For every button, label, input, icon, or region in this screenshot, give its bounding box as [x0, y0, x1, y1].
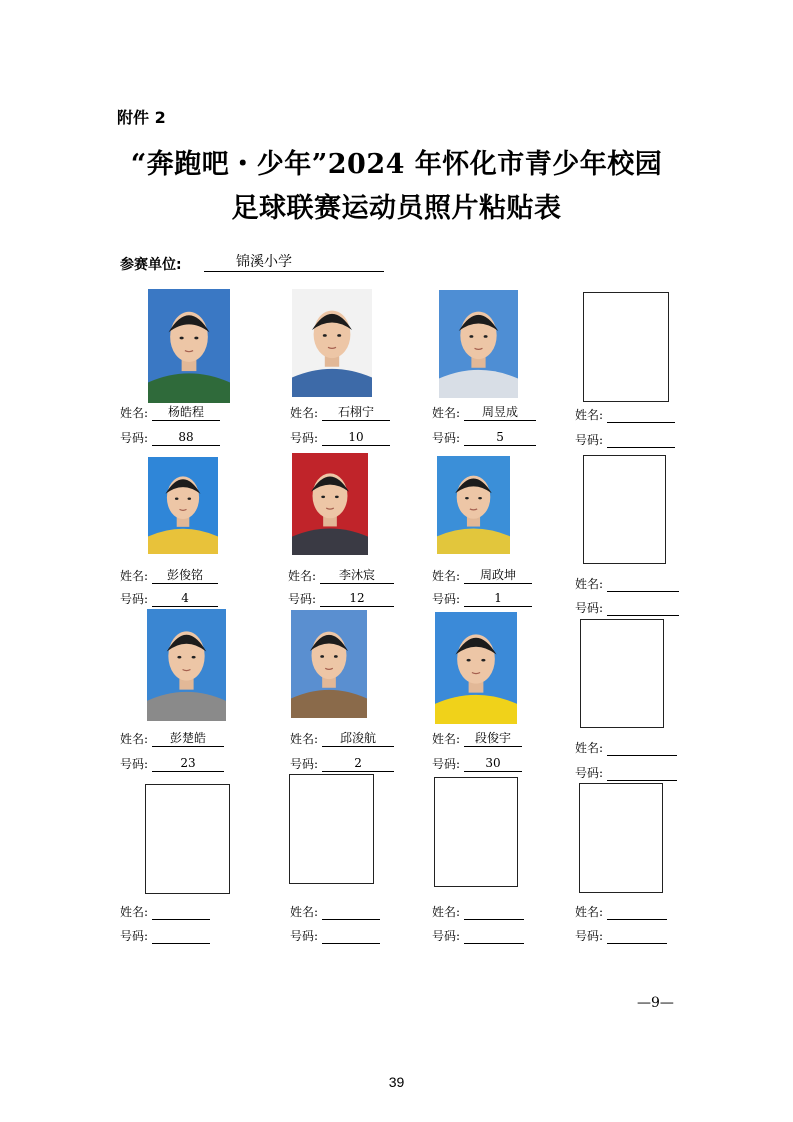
player-photo-image — [435, 612, 517, 724]
name-label: 姓名: — [120, 406, 149, 420]
number-label: 号码: — [290, 757, 319, 771]
photo-placeholder — [434, 777, 518, 887]
number-label: 号码: — [120, 592, 149, 606]
number-label: 号码: — [290, 431, 319, 445]
player-number-field — [120, 756, 224, 772]
player-number — [607, 432, 675, 448]
photo-placeholder — [580, 619, 664, 728]
name-label: 姓名: — [432, 732, 461, 746]
player-name: 杨皓程 — [152, 405, 220, 421]
player-number-field — [120, 591, 218, 607]
player-number-field — [290, 430, 390, 446]
name-label: 姓名: — [120, 905, 149, 919]
number-label: 号码: — [120, 929, 149, 943]
player-name-field — [432, 904, 524, 920]
unit-label: 参赛单位: — [120, 257, 182, 273]
player-name — [607, 740, 677, 756]
number-label: 号码: — [432, 757, 461, 771]
player-number — [607, 765, 677, 781]
player-name: 邱浚航 — [322, 731, 394, 747]
player-name-field — [575, 576, 679, 592]
number-label: 号码: — [432, 431, 461, 445]
player-number-field — [290, 928, 380, 944]
page-number: —9— — [637, 995, 674, 1011]
player-name — [152, 904, 210, 920]
player-number: 5 — [464, 430, 536, 446]
photo-placeholder — [583, 292, 669, 402]
player-photo — [291, 610, 367, 718]
player-photo-image — [148, 289, 230, 403]
player-name — [607, 904, 667, 920]
player-photo — [147, 609, 226, 721]
player-number: 88 — [152, 430, 220, 446]
number-label: 号码: — [575, 433, 604, 447]
player-name-field — [575, 740, 677, 756]
player-photo-image — [437, 456, 510, 554]
number-label: 号码: — [432, 929, 461, 943]
player-number-field — [575, 600, 679, 616]
player-name-field — [120, 731, 224, 747]
player-name-field — [120, 405, 220, 421]
name-label: 姓名: — [120, 569, 149, 583]
player-name-field — [120, 568, 218, 584]
player-name-field — [290, 904, 380, 920]
player-photo — [292, 289, 372, 397]
player-photo-image — [292, 289, 372, 397]
player-photo — [437, 456, 510, 554]
player-number-field — [575, 928, 667, 944]
player-name: 段俊宇 — [464, 731, 522, 747]
player-number-field — [575, 765, 677, 781]
photo-placeholder — [145, 784, 230, 894]
player-number-field — [575, 432, 675, 448]
document-title-line1: “奔跑吧・少年”2024 年怀化市青少年校园 — [130, 149, 663, 180]
player-name-field — [432, 405, 536, 421]
player-photo — [148, 289, 230, 403]
player-name-field — [290, 405, 390, 421]
player-number-field — [288, 591, 394, 607]
player-number — [607, 928, 667, 944]
player-number-field — [432, 591, 532, 607]
footer-page-number: 39 — [388, 1074, 405, 1090]
player-name — [607, 576, 679, 592]
player-name-field — [288, 568, 394, 584]
name-label: 姓名: — [432, 905, 461, 919]
player-photo-image — [292, 453, 368, 555]
player-number-field — [290, 756, 394, 772]
number-label: 号码: — [290, 929, 319, 943]
player-photo — [292, 453, 368, 555]
player-name-field — [290, 731, 394, 747]
player-photo-image — [439, 290, 518, 398]
player-number: 1 — [464, 591, 532, 607]
number-label: 号码: — [120, 431, 149, 445]
document-title-line2: 足球联赛运动员照片粘贴表 — [231, 193, 562, 224]
player-name: 周政坤 — [464, 568, 532, 584]
player-name — [607, 407, 675, 423]
player-photo — [148, 457, 218, 554]
name-label: 姓名: — [288, 569, 317, 583]
player-number-field — [432, 756, 522, 772]
player-photo-image — [147, 609, 226, 721]
name-label: 姓名: — [432, 406, 461, 420]
player-name: 石栩宁 — [322, 405, 390, 421]
name-label: 姓名: — [290, 406, 319, 420]
name-label: 姓名: — [290, 732, 319, 746]
player-number: 23 — [152, 756, 224, 772]
player-name — [464, 904, 524, 920]
player-name: 彭楚皓 — [152, 731, 224, 747]
number-label: 号码: — [575, 929, 604, 943]
name-label: 姓名: — [120, 732, 149, 746]
player-photo-image — [148, 457, 218, 554]
player-number: 12 — [320, 591, 394, 607]
player-number — [607, 600, 679, 616]
name-label: 姓名: — [432, 569, 461, 583]
name-label: 姓名: — [575, 741, 604, 755]
name-label: 姓名: — [575, 408, 604, 422]
player-number-field — [432, 928, 524, 944]
name-label: 姓名: — [290, 905, 319, 919]
player-name-field — [575, 407, 675, 423]
number-label: 号码: — [288, 592, 317, 606]
photo-placeholder — [289, 774, 374, 884]
player-number: 30 — [464, 756, 522, 772]
player-photo-image — [291, 610, 367, 718]
player-name — [322, 904, 380, 920]
number-label: 号码: — [432, 592, 461, 606]
number-label: 号码: — [575, 601, 604, 615]
player-name-field — [432, 568, 532, 584]
player-photo — [435, 612, 517, 724]
player-number — [152, 928, 210, 944]
photo-placeholder — [583, 455, 666, 564]
player-name: 周昱成 — [464, 405, 536, 421]
number-label: 号码: — [575, 766, 604, 780]
attachment-label: 附件 2 — [117, 108, 166, 127]
player-number — [322, 928, 380, 944]
player-name-field — [432, 731, 522, 747]
unit-value: 锦溪小学 — [204, 254, 384, 272]
player-number — [464, 928, 524, 944]
photo-placeholder — [579, 783, 663, 893]
player-photo — [439, 290, 518, 398]
name-label: 姓名: — [575, 905, 604, 919]
player-number: 4 — [152, 591, 218, 607]
player-number: 10 — [322, 430, 390, 446]
player-number: 2 — [322, 756, 394, 772]
player-number-field — [432, 430, 536, 446]
player-name: 彭俊铭 — [152, 568, 218, 584]
player-name-field — [575, 904, 667, 920]
name-label: 姓名: — [575, 577, 604, 591]
player-name: 李沐宸 — [320, 568, 394, 584]
number-label: 号码: — [120, 757, 149, 771]
player-number-field — [120, 928, 210, 944]
player-number-field — [120, 430, 220, 446]
player-name-field — [120, 904, 210, 920]
